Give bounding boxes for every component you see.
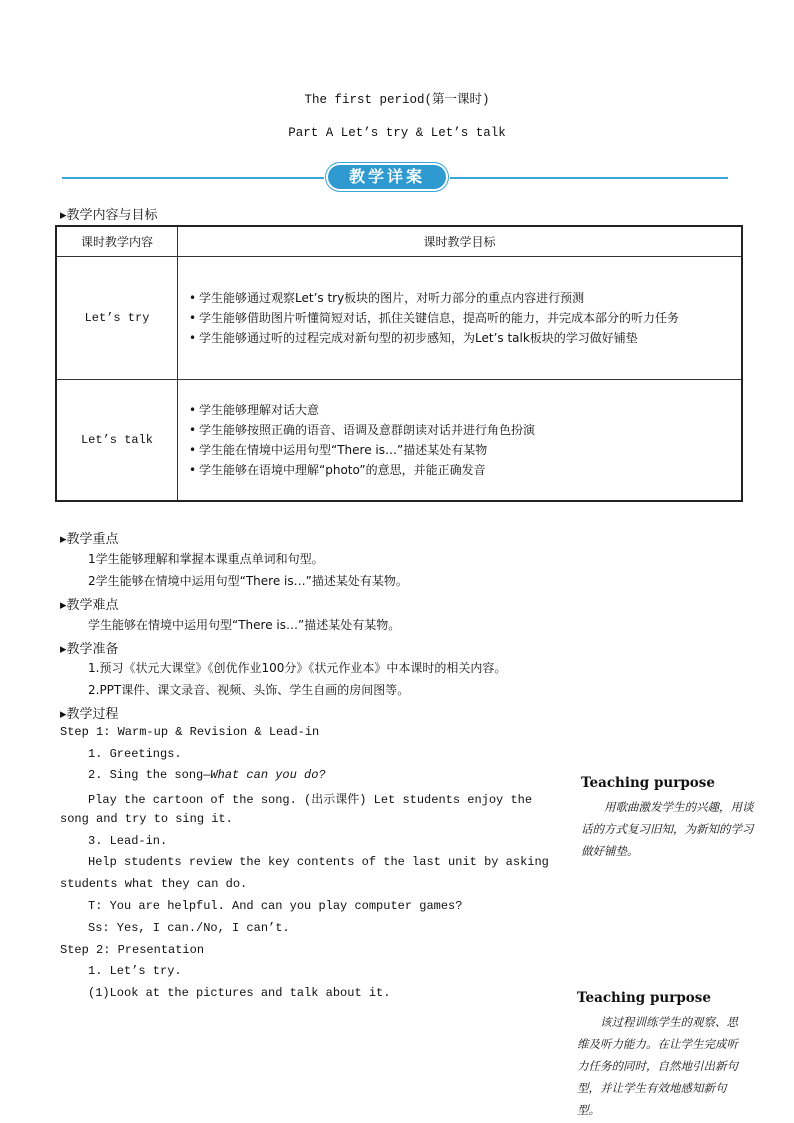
table-header-content: 课时教学内容 xyxy=(56,226,178,256)
sing-prefix: 2. Sing the song— xyxy=(88,768,211,782)
goal-item: • 学生能够在语境中理解“photo”的意思，并能正确发音 xyxy=(189,461,732,479)
goals-table xyxy=(55,225,743,502)
table-header-row xyxy=(56,226,742,256)
prep-item: 2.PPT课件、课文录音、视频、头饰、学生自画的房间图等。 xyxy=(88,683,410,697)
teaching-purpose-text-1: 用歌曲激发学生的兴趣，用谈话的方式复习旧知，为新知的学习做好铺垫。 xyxy=(581,800,754,858)
goals-heading: ▸教学内容与目标 xyxy=(60,208,158,223)
goal-item: • 学生能够理解对话大意 xyxy=(189,401,732,419)
teaching-purpose-heading-1: Teaching purpose xyxy=(581,775,715,791)
table-row xyxy=(56,379,742,501)
difficulty-heading: ▸教学难点 xyxy=(60,598,119,613)
teaching-purpose-text-2: 该过程训练学生的观察、思维及听力能力。在让学生完成听力任务的同时，自然地引出新句型，并让学生有效地感知新句型。 xyxy=(577,1015,738,1117)
look-line: (1)Look at the pictures and talk about it. xyxy=(88,986,391,1000)
process-heading: ▸教学过程 xyxy=(60,707,119,722)
page-title: The first period(第一课时) xyxy=(304,93,490,107)
table-header-goals: 课时教学目标 xyxy=(178,226,743,256)
prep-heading: ▸教学准备 xyxy=(60,642,119,657)
banner-line-left xyxy=(62,177,324,179)
row-goals-lets-talk xyxy=(178,379,743,501)
leadin-line: 3. Lead-in. xyxy=(88,834,168,848)
key-heading: ▸教学重点 xyxy=(60,532,119,547)
goal-item: • 学生能在情境中运用句型“There is…”描述某处有某物 xyxy=(189,441,732,459)
section-banner: 教学详案 xyxy=(328,165,446,189)
goal-item: • 学生能够通过听的过程完成对新句型的初步感知，为Let’s talk板块的学习做好铺垫 xyxy=(189,329,732,347)
page-subtitle: Part A Let’s try & Let’s talk xyxy=(288,126,506,140)
lets-try-line: 1. Let’s try. xyxy=(88,964,182,978)
key-item: 1学生能够理解和掌握本课重点单词和句型。 xyxy=(88,552,324,566)
row-goals-lets-try xyxy=(178,256,743,379)
help-line-1: Help students review the key contents of the last unit by asking xyxy=(88,855,549,869)
sing-line xyxy=(88,768,326,782)
help-line-2: students what they can do. xyxy=(60,877,248,891)
play-line-1: Play the cartoon of the song. (出示课件) Let students enjoy the xyxy=(88,793,533,807)
play-line-2: song and try to sing it. xyxy=(60,812,233,826)
teaching-purpose-heading-2: Teaching purpose xyxy=(577,990,711,1006)
row-content-lets-try: Let’s try xyxy=(56,256,178,379)
difficulty-text: 学生能够在情境中运用句型“There is…”描述某处有某物。 xyxy=(88,618,401,632)
banner-line-right xyxy=(450,177,728,179)
step1-line: Step 1: Warm-up & Revision & Lead-in xyxy=(60,725,320,739)
goal-item: • 学生能够通过观察Let’s try板块的图片，对听力部分的重点内容进行预测 xyxy=(189,289,732,307)
goal-item: • 学生能够按照正确的语音、语调及意群朗读对话并进行角色扮演 xyxy=(189,421,732,439)
song-title: What can you do? xyxy=(210,768,326,782)
table-row xyxy=(56,256,742,379)
prep-item: 1.预习《状元大课堂》《创优作业100分》《状元作业本》中本课时的相关内容。 xyxy=(88,661,507,675)
row-content-lets-talk: Let’s talk xyxy=(56,379,178,501)
greetings-line: 1. Greetings. xyxy=(88,747,182,761)
teacher-line: T: You are helpful. And can you play computer games? xyxy=(88,899,463,913)
students-line: Ss: Yes, I can./No, I can’t. xyxy=(88,921,290,935)
goal-item: • 学生能够借助图片听懂简短对话，抓住关键信息，提高听的能力，并完成本部分的听力任务 xyxy=(189,309,732,327)
step2-line: Step 2: Presentation xyxy=(60,943,205,957)
key-item: 2学生能够在情境中运用句型“There is…”描述某处有某物。 xyxy=(88,574,408,588)
